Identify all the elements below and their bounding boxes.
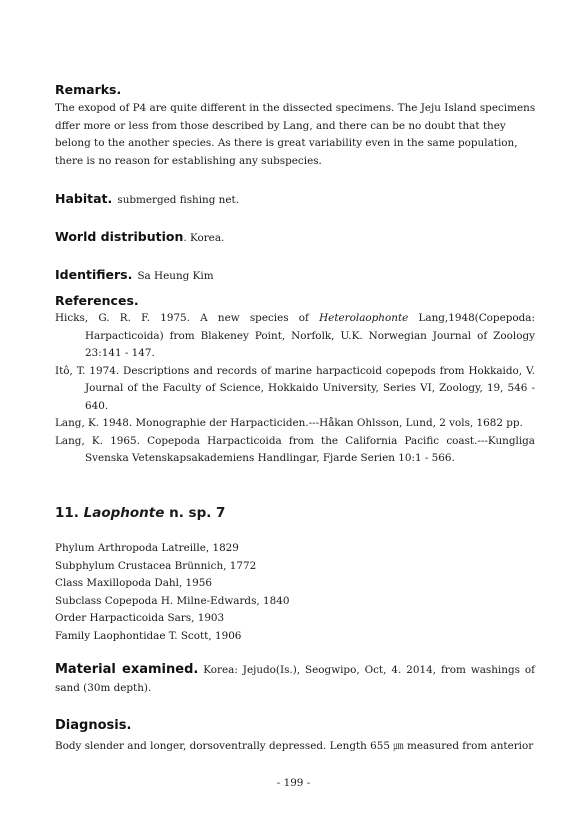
reference-text: Lang, K. 1948. Monographie der Harpacticiden.---Håkan Ohlsson, Lund, 2 vols, 1682 pp. [55,417,523,429]
species-suffix: n. sp. 7 [169,505,226,521]
world-distribution-row [55,226,535,245]
taxonomy-item: Family Laophontidae T. Scott, 1906 [55,629,242,642]
material-examined-paragraph [55,661,535,697]
reference-item [55,363,535,416]
remarks-line: The exopod of P4 are quite different in the dissected specimens. The Jeju Island specimens [55,102,536,114]
species-title [55,505,535,521]
diagnosis-text: Body slender and longer, dorsoventrally depressed. Length 655 ㎛ measured from anterior [55,740,534,752]
taxonomy-list [55,540,535,645]
identifiers-heading: Identifiers. [55,267,133,282]
remarks-heading: Remarks. [55,82,122,97]
taxonomy-item: Subclass Copepoda H. Milne-Edwards, 1840 [55,594,290,607]
habitat-row [55,188,535,207]
remarks-paragraph [55,100,535,170]
reference-item [55,310,535,363]
remarks-line: there is no reason for establishing any subspecies. [55,154,322,167]
species-number: 11. [55,505,79,521]
material-examined-heading: Material examined. [55,662,199,677]
reference-text: Lang,1948(Copepoda: Harpacticoida) from Blakeney Point, Norfolk, U.K. Norwegian Journal of Zoology 23:141 - 147. [85,312,535,359]
reference-item [55,433,535,468]
page-number: - 199 - [276,777,311,789]
world-distribution-text: . Korea. [183,232,225,244]
taxonomy-item: Order Harpacticoida Sars, 1903 [55,612,225,624]
remarks-line: belong to the another species. As there is great variability even in the same population, [55,137,518,149]
world-distribution-heading: World distribution [55,229,184,244]
species-genus: Laophonte [83,505,165,521]
reference-italic: Heterolaophonte [319,312,409,324]
reference-text: Itô, T. 1974. Descriptions and records of marine harpacticoid copepods from Hokkaido, V. Journal of the Faculty of Science, Hokkaido University, Series VI, Zoology, 19, 546 - 640. [55,364,535,412]
remarks-line: dffer more or less from those described by Lang, and there can be no doubt that they [55,119,506,132]
material-examined-text: Korea: Jejudo(Is.), Seogwipo, Oct, 4. 2014, from washings of sand (30m depth). [55,664,535,694]
reference-text: Hicks, G. R. F. 1975. A new species of [55,312,320,324]
reference-item [55,415,535,433]
identifiers-row [55,264,535,283]
reference-text: Lang, K. 1965. Copepoda Harpacticoida from the California Pacific coast.---Kungliga Svenska Vetenskapsakademiens Handlingar, Fjarde Serien 10:1 - 566. [55,434,535,464]
diagnosis-heading: Diagnosis. [55,718,132,733]
identifiers-text: Sa Heung Kim [137,270,214,282]
references-list [55,310,535,468]
taxonomy-item: Phylum Arthropoda Latreille, 1829 [55,542,239,554]
taxonomy-item: Class Maxillopoda Dahl, 1956 [55,577,213,589]
references-heading: References. [55,293,139,308]
taxonomy-item: Subphylum Crustacea Brünnich, 1772 [55,559,257,572]
habitat-text: submerged fishing net. [117,194,240,206]
habitat-heading: Habitat. [55,191,113,206]
